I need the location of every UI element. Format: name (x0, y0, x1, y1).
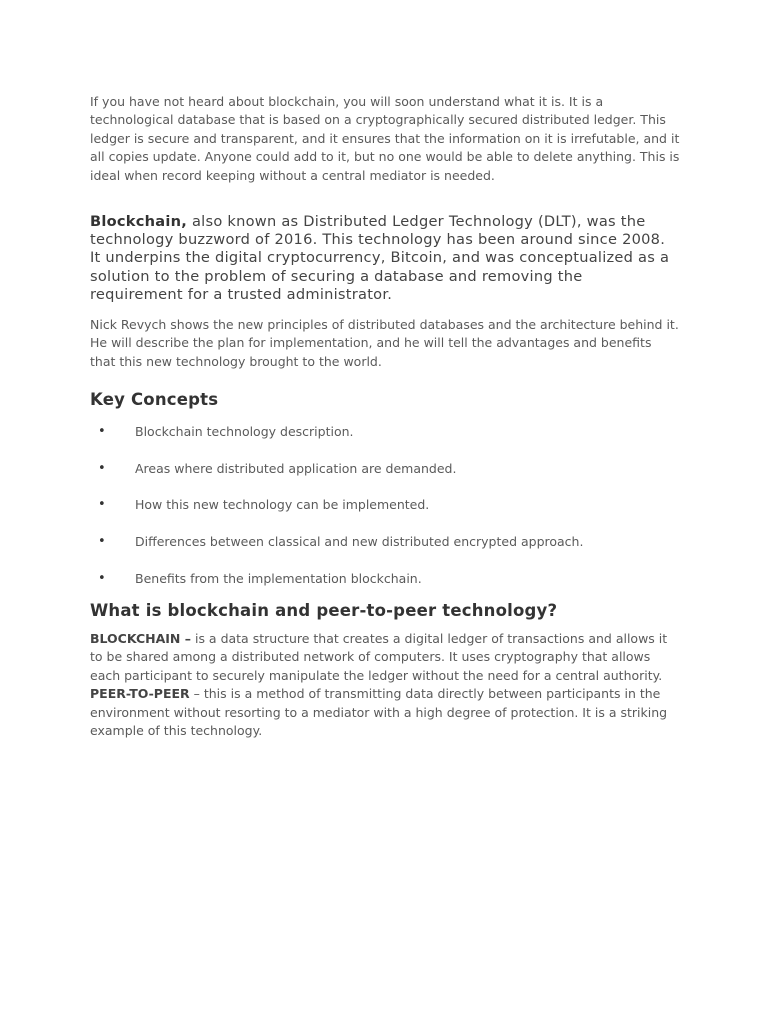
p2p-definition: – this is a method of transmitting data directly between participants in the environment without resorting to a mediator with a high degree of protection. It is a striking example of this technology. (90, 686, 668, 738)
list-item-text: Benefits from the implementation blockchain. (135, 570, 422, 586)
list-item (90, 460, 680, 478)
revych-paragraph: Nick Revych shows the new principles of distributed databases and the architecture behind it. He will describe the plan for implementation, and he will tell the advantages and benefits that this new technology brought to the world. (90, 317, 679, 369)
list-item-text: How this new technology can be implemented. (135, 497, 430, 513)
bullet-icon: • (98, 534, 106, 549)
bullet-icon: • (98, 424, 106, 440)
list-item (90, 533, 680, 551)
document-page (90, 93, 680, 740)
intro-paragraph: If you have not heard about blockchain, you will soon understand what it is. It is a technological database that is based on a cryptographically secured distributed ledger. This ledger is secure and transparent, and it ensures that the information on it is irrefutable, and it all copies update. Anyone could add to it, but no one would be able to delete anything. This is ideal when record keeping without a central mediator is needed. (90, 94, 680, 183)
blockchain-lead-term: Blockchain, (90, 213, 188, 231)
blockchain-paragraph (90, 213, 680, 304)
bullet-icon: • (98, 570, 106, 586)
key-concepts-heading: Key Concepts (90, 390, 219, 410)
list-item (90, 496, 680, 514)
bullet-icon: • (98, 460, 106, 476)
blockchain-definition: is a data structure that creates a digital ledger of transactions and allows it to be shared among a distributed network of computers. It uses cryptography that allows each participant to securely manipulate the ledger without the need for a central authority. (90, 630, 668, 683)
blockchain-paragraph-body: also known as Distributed Ledger Technology (DLT), was the technology buzzword of 2016. This technology has been around since 2008. It underpins the digital cryptocurrency, Bitcoin, and was conceptualized as a solution to the problem of securing a database and removing the requirement for a trusted administrator. (90, 213, 670, 303)
key-concepts-list (90, 423, 680, 588)
bullet-icon: • (98, 497, 106, 513)
list-item-text: Blockchain technology description. (135, 424, 354, 440)
what-is-heading: What is blockchain and peer-to-peer technology? (90, 600, 558, 620)
definitions-paragraph (90, 630, 680, 740)
list-item-text: Areas where distributed application are demanded. (135, 460, 457, 476)
list-item (90, 423, 680, 441)
blockchain-term: BLOCKCHAIN – (90, 630, 191, 646)
p2p-term: PEER-TO-PEER (90, 686, 190, 702)
list-item-text: Differences between classical and new distributed encrypted approach. (135, 534, 584, 549)
list-item (90, 570, 680, 588)
